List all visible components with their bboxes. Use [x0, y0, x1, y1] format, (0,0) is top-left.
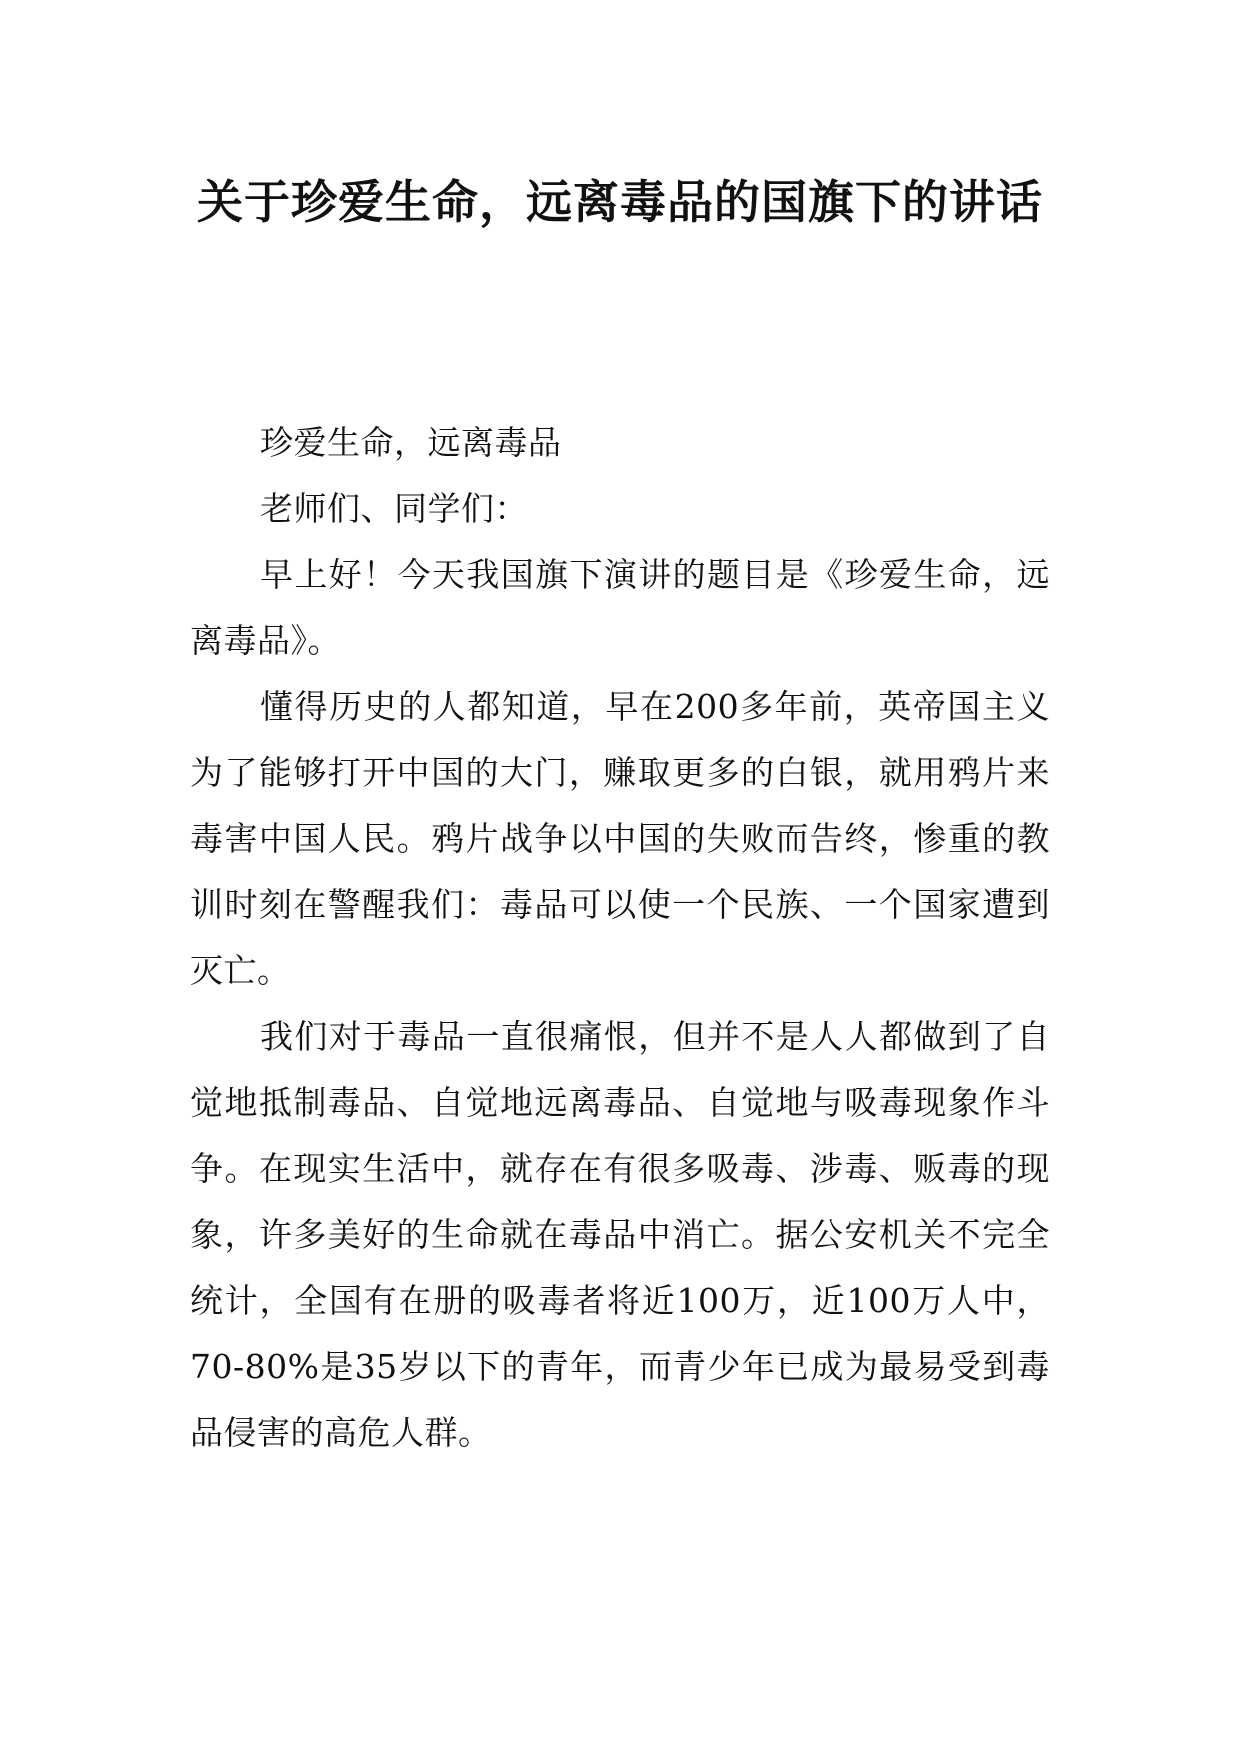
document-body: [190, 410, 1050, 1466]
paragraph-subtitle: 珍爱生命，远离毒品: [260, 423, 562, 462]
paragraph-statistics: 我们对于毒品一直很痛恨，但并不是人人都做到了自觉地抵制毒品、自觉地远离毒品、自觉地与吸毒现象作斗争。在现实生活中，就存在有很多吸毒、涉毒、贩毒的现象，许多美好的生命就在毒品中消亡。据公安机关不完全统计，全国有在册的吸毒者将近100万，近100万人中，70-80%是35岁以下的青年，而青少年已成为最易受到毒品侵害的高危人群。: [190, 1017, 1050, 1452]
paragraph-history: 懂得历史的人都知道，早在200多年前，英帝国主义为了能够打开中国的大门，赚取更多的白银，就用鸦片来毒害中国人民。鸦片战争以中国的失败而告终，惨重的教训时刻在警醒我们：毒品可以使一个民族、一个国家遭到灭亡。: [190, 687, 1050, 990]
document-title: 关于珍爱生命，远离毒品的国旗下的讲话: [197, 175, 1043, 229]
paragraph-greeting: 早上好！今天我国旗下演讲的题目是《珍爱生命，远离毒品》。: [190, 555, 1050, 660]
paragraph-salutation: 老师们、同学们：: [260, 489, 528, 528]
